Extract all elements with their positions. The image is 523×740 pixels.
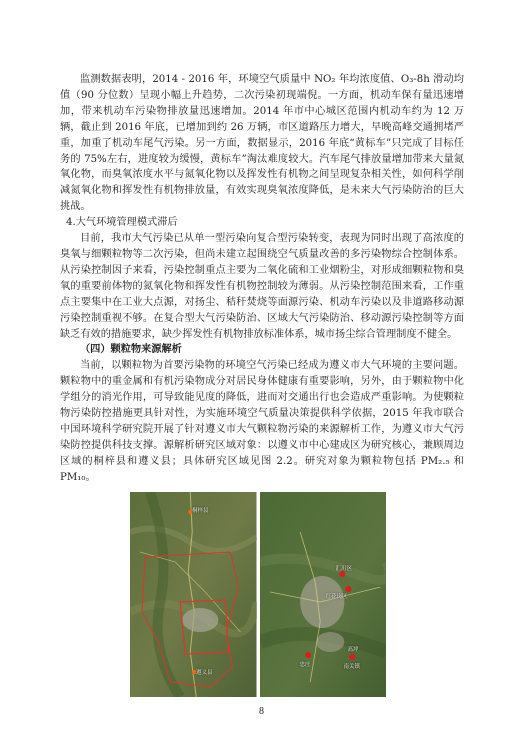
heading-management-lag: 4.大气环境管理模式滞后 <box>66 217 178 229</box>
map-label-zunyi-county: 遵义县 <box>196 670 213 676</box>
urban-satellite-map <box>260 492 387 697</box>
page-number: 8 <box>259 706 264 717</box>
paragraph-monitoring: 监测数据表明，2014 - 2016 年，环境空气质量中 NO₂ 年均浓度值、O₃-8h 滑动均值（90 分位数）呈现小幅上升趋势，二次污染初现端倪。一方面，机动车保有量迅速增加，带来机动车污染物排放量迅速增加。2014 年市中心城区范围内机动车约为 12 万辆，截止到 2016 年底，已增加到约 26 万辆，市区道路压力增大，早晚高峰交通拥堵严重，加重了机动车尾气污染。另一方面，数据显示，2016 年底“黄标车”只完成了目标任务的 75%左右，进度较为缓慢，黄标车”淘汰难度较大。汽车尾气排放量增加带来大量氮氧化物，而臭氧浓度水平与氮氧化物以及挥发性有机物之间呈现复杂相关性，如何科学削减氮氧化物和挥发性有机物排放量，有效实现臭氧浓度降低，是未来大气污染防治的巨大挑战。 <box>60 74 464 213</box>
body-text <box>60 72 464 486</box>
section-heading-particulate: （四）颗粒物来源解析 <box>80 343 182 356</box>
study-area-figure <box>130 492 386 697</box>
map-label-zhongzhuang: 忠庄 <box>299 662 311 668</box>
map-label-nanguan: 南关镇 <box>343 664 361 670</box>
map-label-gaoping: 高坪 <box>347 647 359 653</box>
map-label-honghuagang: 红花岗区 <box>325 594 348 600</box>
paragraph-management: 目前，我市大气污染已从单一型污染向复合型污染转变，表现为同时出现了高浓度的臭氧与细颗粒物等二次污染，但尚未建立起围绕空气质量改善的多污染物综合控制体系。从污染控制因子来看，污染控制重点主要为二氧化硫和工业烟粉尘，对形成细颗粒物和臭氧的重要前体物的氮氧化物和挥发性有机物控制较为薄弱。从污染控制范围来看，工作重点主要集中在工业大点源，对扬尘、秸秆焚烧等面源污染、机动车污染以及非道路移动源污染控制重视不够。在复合型大气污染防治、区域大气污染防治、移动源污染控制等方面缺乏有效的措施要求，缺少挥发性有机物排放标准体系，城市扬尘综合管理制度不健全。 <box>60 233 464 340</box>
map-label-tongzi: 桐梓县 <box>192 508 209 514</box>
regional-satellite-map <box>130 492 257 697</box>
map-label-huichuan: 汇川区 <box>335 566 353 572</box>
paragraph-particulate: 当前，以颗粒物为首要污染物的环境空气污染已经成为遵义市大气环境的主要问题。颗粒物中的重金属和有机污染物成分对居民身体健康有重要影响，另外，由于颗粒物中化学组分的消光作用，可导致能见度的降低，进而对交通出行也会造成严重影响。为使颗粒物污染防控措施更具针对性，为实施环境空气质量决策提供科学依据，2015 年我市联合中国环境科学研究院开展了针对遵义市大气颗粒物污染的来源解析工作，为遵义市大气污染防控提供科技支撑。源解析研究区域对象：以遵义市中心建成区为研究核心，兼顾周边区域的桐梓县和遵义县；具体研究区域见图 2.2。研究对象为颗粒物包括 PM₂.₅ 和 PM₁₀。 <box>60 360 464 483</box>
regional-map-image <box>130 492 257 697</box>
urban-map-image <box>260 492 387 697</box>
